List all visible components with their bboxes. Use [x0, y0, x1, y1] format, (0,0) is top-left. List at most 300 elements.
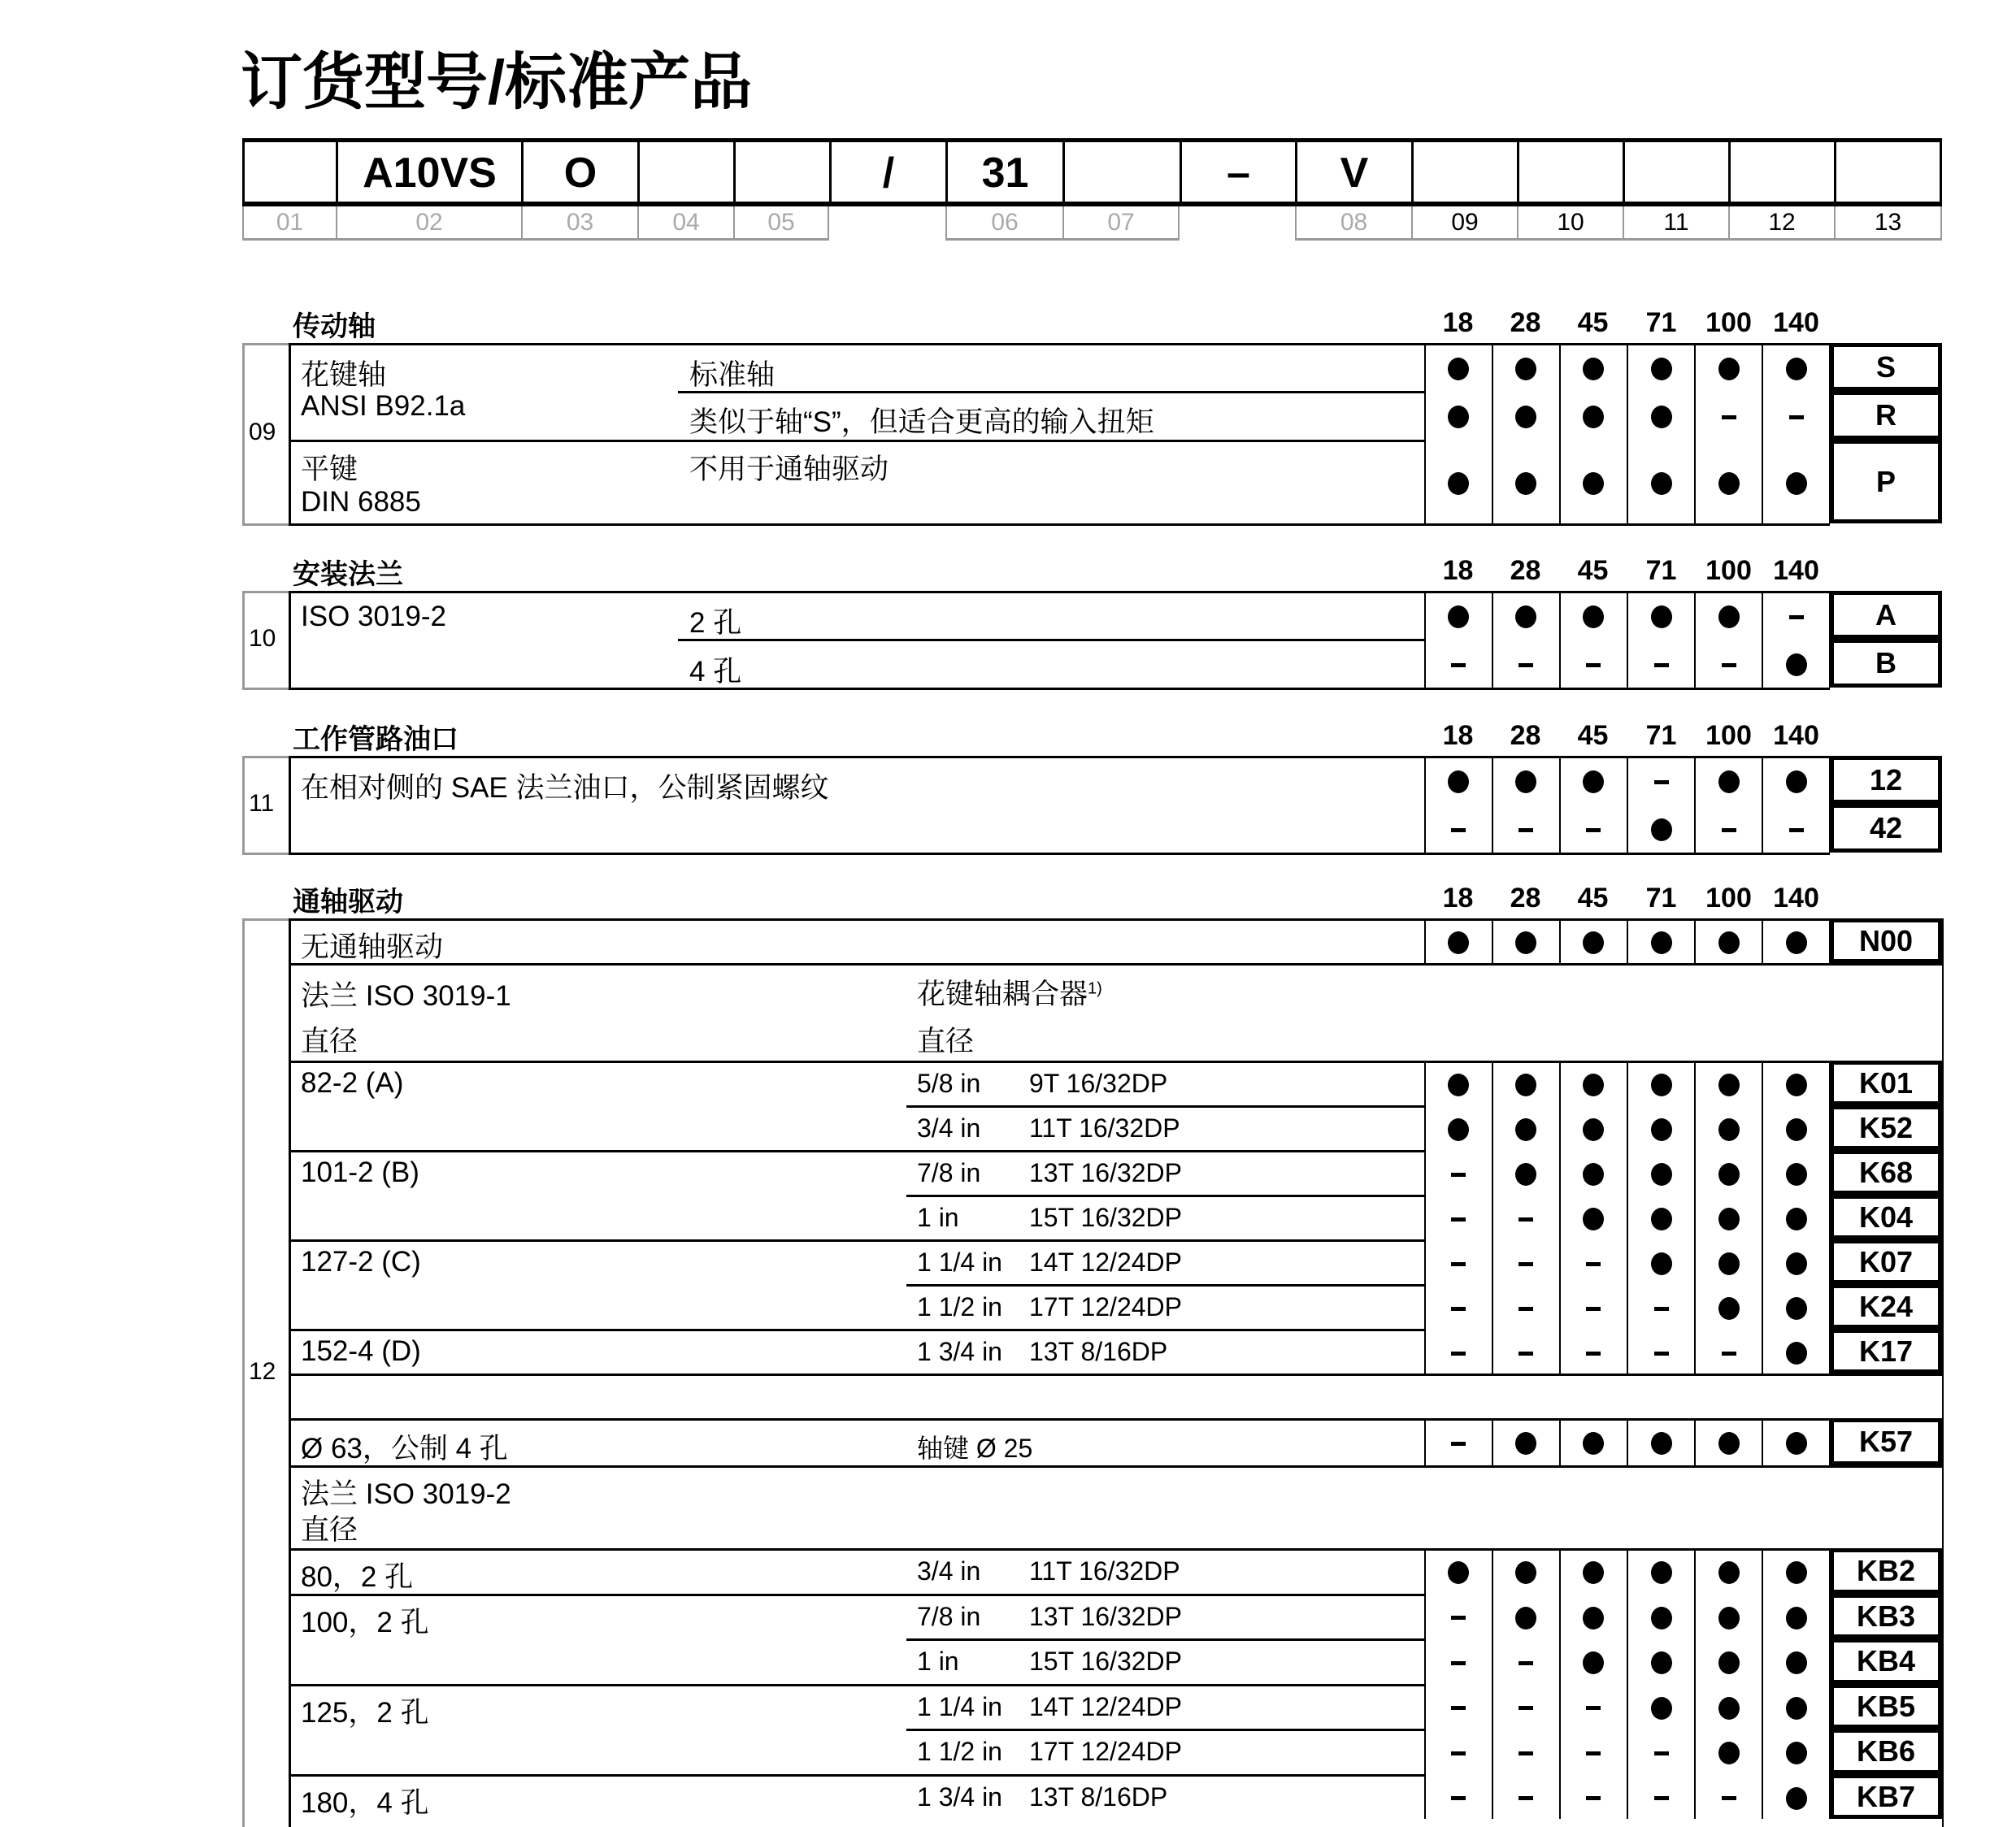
grid-line [1694, 639, 1696, 688]
available-dot-icon [1762, 1239, 1830, 1284]
dash-icon [1519, 1352, 1533, 1356]
dot-icon [1786, 653, 1807, 676]
not-available-dash-icon [1424, 1195, 1492, 1239]
grid-line [1694, 1638, 1696, 1684]
dot-icon [1786, 1342, 1807, 1365]
available-dot-icon [1762, 1684, 1830, 1729]
dot-icon [1786, 1432, 1807, 1455]
dot-icon [1583, 605, 1604, 628]
available-dot-icon [1762, 343, 1830, 391]
dot-icon [1718, 358, 1740, 380]
option-code-KB2: KB2 [1830, 1548, 1942, 1594]
dot-icon [1651, 931, 1672, 954]
dot-icon [1515, 358, 1536, 380]
dot-icon [1651, 1252, 1672, 1275]
order-code-box-sep: / [829, 138, 945, 206]
dot-icon [1786, 1118, 1807, 1141]
dot-icon [1718, 1651, 1740, 1674]
section-title: 通轴驱动 [293, 887, 403, 918]
available-dot-icon [1695, 1105, 1762, 1150]
option-code-K04: K04 [1830, 1195, 1942, 1239]
grid-line [1627, 1684, 1628, 1729]
available-dot-icon [1695, 343, 1762, 391]
grid-line [1424, 1729, 1426, 1774]
size-header-140: 140 [1773, 555, 1819, 586]
available-dot-icon [1627, 1195, 1695, 1239]
grid-line [1627, 1105, 1628, 1150]
dash-icon [1519, 1751, 1533, 1755]
grid-line [1762, 1284, 1763, 1329]
dash-icon [1451, 1751, 1466, 1755]
grid-line [1627, 1594, 1628, 1639]
row-line [906, 1638, 1424, 1641]
order-code-box-10 [1517, 138, 1623, 206]
available-dot-icon [1559, 591, 1627, 639]
dash-icon [1451, 663, 1466, 667]
option-code-K07: K07 [1830, 1239, 1942, 1284]
option-code-KB6: KB6 [1830, 1729, 1942, 1774]
grid-line [1559, 1594, 1561, 1639]
section-border [242, 591, 245, 688]
option-code-42: 42 [1830, 804, 1942, 853]
grid-line [1492, 1774, 1493, 1820]
grid-line [1424, 1548, 1426, 1594]
not-available-dash-icon [1492, 1774, 1559, 1820]
section-border [242, 756, 289, 758]
dot-icon [1718, 472, 1740, 495]
shaft-key: 轴键 Ø 25 [917, 1434, 1033, 1463]
order-code-box-13 [1834, 138, 1942, 206]
dot-icon [1651, 1163, 1672, 1186]
grid-line [1492, 440, 1493, 523]
size-header-18: 18 [1442, 720, 1474, 751]
dot-icon [1448, 406, 1469, 428]
coupler-diameter: 7/8 in [917, 1158, 981, 1187]
dot-icon [1718, 1432, 1740, 1455]
available-dot-icon [1627, 918, 1695, 963]
available-dot-icon [1695, 1418, 1762, 1465]
dash-icon [1722, 415, 1736, 419]
not-available-dash-icon [1695, 639, 1762, 688]
available-dot-icon [1627, 1105, 1695, 1150]
grid-line [1559, 918, 1561, 963]
available-dot-icon [1424, 918, 1492, 963]
order-code-box-09 [1411, 138, 1517, 206]
dot-icon [1786, 1697, 1807, 1720]
dash-icon [1451, 1173, 1466, 1177]
section-border [242, 853, 289, 855]
available-dot-icon [1559, 1150, 1627, 1195]
flange-label: ISO 3019-2 [301, 601, 446, 632]
grid-line [1559, 1729, 1561, 1774]
dot-icon [1786, 1252, 1807, 1275]
available-dot-icon [1627, 1548, 1695, 1594]
grid-line [1424, 1061, 1426, 1105]
available-dot-icon [1762, 1774, 1830, 1820]
dot-icon [1718, 605, 1740, 628]
dot-icon [1651, 1208, 1672, 1230]
grid-line [1627, 756, 1628, 804]
grid-line [1559, 756, 1561, 804]
size-header-45: 45 [1577, 720, 1609, 751]
not-available-dash-icon [1762, 804, 1830, 853]
grid-line [1559, 1329, 1561, 1374]
available-dot-icon [1695, 1638, 1762, 1684]
available-dot-icon [1695, 1061, 1762, 1105]
order-code-box-06: 31 [945, 138, 1062, 206]
dot-icon [1583, 770, 1604, 793]
available-dot-icon [1424, 1105, 1492, 1150]
dash-icon [1586, 1706, 1601, 1710]
spline-spec: 15T 16/32DP [1029, 1647, 1182, 1676]
section-border [242, 918, 245, 1827]
order-code-box-11 [1623, 138, 1728, 206]
grid-line [1559, 639, 1561, 688]
size-header-100: 100 [1705, 720, 1752, 751]
dot-icon [1718, 1118, 1740, 1141]
row-line [289, 1329, 1424, 1331]
section-title: 传动轴 [293, 311, 376, 342]
available-dot-icon [1627, 1638, 1695, 1684]
shaft-key-standard: DIN 6885 [301, 486, 421, 518]
grid-line [1492, 391, 1493, 440]
not-available-dash-icon [1424, 1638, 1492, 1684]
available-dot-icon [1559, 1638, 1627, 1684]
dot-icon [1448, 770, 1469, 793]
dot-icon [1718, 1697, 1740, 1720]
flange-size: 80，2 孔 [301, 1561, 414, 1593]
dot-icon [1448, 605, 1469, 628]
dot-icon [1583, 1607, 1604, 1630]
section-border [242, 343, 289, 345]
coupler-label: 花键轴耦合器$^{1)}$ [917, 979, 1102, 1010]
available-dot-icon [1627, 440, 1695, 523]
shaft-desc: 类似于轴“S”，但适合更高的输入扭矩 [689, 406, 1154, 438]
grid-line [1424, 591, 1426, 639]
grid-line [1694, 1594, 1696, 1639]
available-dot-icon [1695, 1195, 1762, 1239]
option-code-A: A [1830, 591, 1942, 639]
size-header-100: 100 [1705, 883, 1752, 914]
not-available-dash-icon [1762, 391, 1830, 440]
dot-icon [1515, 472, 1536, 495]
available-dot-icon [1695, 440, 1762, 523]
dot-icon [1583, 1163, 1604, 1186]
available-dot-icon [1762, 1638, 1830, 1684]
section-title: 工作管路油口 [293, 724, 458, 755]
grid-line [1492, 1594, 1493, 1639]
grid-line [1694, 1548, 1696, 1594]
dash-icon [1586, 1751, 1601, 1755]
option-code-B: B [1830, 639, 1942, 688]
grid-line [1762, 591, 1763, 639]
grid-line [1559, 1239, 1561, 1284]
row-line [289, 1594, 1424, 1596]
dot-icon [1786, 358, 1807, 380]
grid-line [1559, 1105, 1561, 1150]
size-header-140: 140 [1773, 720, 1819, 751]
available-dot-icon [1762, 639, 1830, 688]
available-dot-icon [1695, 1284, 1762, 1329]
option-code-KB5: KB5 [1830, 1684, 1942, 1729]
available-dot-icon [1424, 391, 1492, 440]
grid-line [1627, 591, 1628, 639]
row-line [289, 1774, 1424, 1777]
size-header-71: 71 [1645, 307, 1677, 338]
dot-icon [1583, 1208, 1604, 1230]
grid-line [1424, 391, 1426, 440]
not-available-dash-icon [1559, 1729, 1627, 1774]
available-dot-icon [1559, 1105, 1627, 1150]
grid-line [1492, 1061, 1493, 1105]
available-dot-icon [1627, 1684, 1695, 1729]
dot-icon [1448, 472, 1469, 495]
available-dot-icon [1695, 756, 1762, 804]
dash-icon [1722, 663, 1736, 667]
spline-spec: 13T 16/32DP [1029, 1601, 1182, 1631]
available-dot-icon [1559, 1061, 1627, 1105]
available-dot-icon [1492, 1594, 1559, 1639]
spline-spec: 17T 12/24DP [1029, 1292, 1182, 1321]
not-available-dash-icon [1424, 1774, 1492, 1820]
grid-line [1627, 1195, 1628, 1239]
grid-line [1694, 1418, 1696, 1465]
available-dot-icon [1627, 1418, 1695, 1465]
position-number-01: 01 [242, 206, 336, 241]
grid-line [1694, 1105, 1696, 1150]
grid-line [1492, 756, 1493, 804]
dot-icon [1651, 1651, 1672, 1674]
section-border [289, 591, 291, 688]
position-number-08: 08 [1295, 206, 1411, 241]
grid-line [1694, 391, 1696, 440]
option-code-KB7: KB7 [1830, 1774, 1942, 1820]
grid-line [1492, 1548, 1493, 1594]
dot-icon [1718, 1074, 1740, 1096]
position-number-05: 05 [733, 206, 829, 241]
dash-icon [1451, 1661, 1466, 1665]
dash-icon [1519, 1262, 1533, 1266]
flange-size: 180，4 孔 [301, 1786, 429, 1819]
dot-icon [1515, 931, 1536, 954]
available-dot-icon [1627, 391, 1695, 440]
flange-size: 100，2 孔 [301, 1606, 429, 1638]
order-code-box-sep: – [1180, 138, 1295, 206]
dot-icon [1651, 1697, 1672, 1720]
dash-icon [1519, 663, 1533, 667]
grid-line [1492, 804, 1493, 853]
iso2-label: 法兰 ISO 3019-2 [301, 1478, 511, 1510]
position-number-07: 07 [1062, 206, 1180, 241]
not-available-dash-icon [1559, 1239, 1627, 1284]
size-header-28: 28 [1510, 555, 1541, 586]
order-code-box-03: O [521, 138, 637, 206]
flange-size: 82-2 (A) [301, 1067, 404, 1099]
dash-icon [1654, 1751, 1669, 1755]
grid-line [1762, 1105, 1763, 1150]
grid-line [1627, 1150, 1628, 1195]
grid-line [1694, 918, 1696, 963]
row-line [906, 1284, 1424, 1287]
position-number-03: 03 [521, 206, 637, 241]
not-available-dash-icon [1492, 1284, 1559, 1329]
grid-line [1694, 1150, 1696, 1195]
iso2-dia: 直径 [301, 1514, 358, 1546]
order-code-box-12 [1728, 138, 1834, 206]
grid-line [1424, 1594, 1426, 1639]
dot-icon [1515, 1607, 1536, 1630]
spline-spec: 9T 16/32DP [1029, 1069, 1168, 1098]
section-border [289, 343, 291, 523]
grid-line [1559, 1284, 1561, 1329]
grid-line [1627, 1729, 1628, 1774]
available-dot-icon [1627, 1239, 1695, 1284]
dot-icon [1583, 1118, 1604, 1141]
dot-icon [1786, 1561, 1807, 1584]
not-available-dash-icon [1627, 639, 1695, 688]
available-dot-icon [1627, 804, 1695, 853]
grid-line [1627, 391, 1628, 440]
dot-icon [1651, 1432, 1672, 1455]
available-dot-icon [1762, 918, 1830, 963]
section-number: 12 [249, 1358, 276, 1385]
option-code-S: S [1830, 343, 1942, 391]
grid-line [1762, 391, 1763, 440]
dot-icon [1718, 1163, 1740, 1186]
row-line [289, 1684, 1424, 1686]
dot-icon [1718, 1297, 1740, 1320]
available-dot-icon [1492, 343, 1559, 391]
spline-spec: 13T 8/16DP [1029, 1781, 1168, 1812]
available-dot-icon [1762, 1061, 1830, 1105]
row-line [289, 853, 1830, 855]
grid-line [1694, 1239, 1696, 1284]
dot-icon [1718, 770, 1740, 793]
section-border [242, 688, 289, 690]
shaft-key-label: 平键 [301, 453, 358, 485]
dash-icon [1586, 828, 1601, 832]
grid-line [1559, 1150, 1561, 1195]
not-available-dash-icon [1762, 591, 1830, 639]
section-number: 10 [249, 624, 276, 652]
spline-spec: 14T 12/24DP [1029, 1691, 1182, 1721]
not-available-dash-icon [1424, 1729, 1492, 1774]
available-dot-icon [1424, 1548, 1492, 1594]
row-line [678, 639, 1424, 641]
available-dot-icon [1762, 756, 1830, 804]
available-dot-icon [1492, 1418, 1559, 1465]
not-available-dash-icon [1695, 391, 1762, 440]
not-available-dash-icon [1627, 1774, 1695, 1820]
dot-icon [1583, 1651, 1604, 1674]
grid-line [1492, 1329, 1493, 1374]
grid-line [1762, 1684, 1763, 1729]
not-available-dash-icon [1424, 1284, 1492, 1329]
available-dot-icon [1695, 918, 1762, 963]
grid-line [1627, 1239, 1628, 1284]
spline-spec: 14T 12/24DP [1029, 1248, 1182, 1277]
dash-icon [1586, 663, 1601, 667]
grid-line [1424, 756, 1426, 804]
dash-icon [1519, 828, 1533, 832]
order-code-box-05 [733, 138, 829, 206]
option-code-12: 12 [1830, 756, 1942, 804]
grid-line [1762, 440, 1763, 523]
dot-icon [1583, 406, 1604, 428]
grid-line [1492, 1239, 1493, 1284]
grid-line [1627, 1548, 1628, 1594]
position-number-11: 11 [1623, 206, 1728, 241]
position-number-13: 13 [1834, 206, 1942, 241]
grid-line [1627, 1638, 1628, 1684]
available-dot-icon [1492, 756, 1559, 804]
grid-line [1492, 1729, 1493, 1774]
dot-icon [1786, 1607, 1807, 1630]
flange-size: 125，2 孔 [301, 1696, 429, 1729]
port-label: 在相对侧的 SAE 法兰油口，公制紧固螺纹 [301, 772, 829, 804]
section-border [242, 756, 245, 853]
row-line [289, 1150, 1424, 1152]
dash-icon [1519, 1307, 1533, 1311]
iso1-label: 法兰 ISO 3019-1 [301, 980, 511, 1012]
dot-icon [1718, 1208, 1740, 1230]
not-available-dash-icon [1492, 1684, 1559, 1729]
dash-icon [1789, 415, 1804, 419]
grid-line [1559, 1548, 1561, 1594]
dash-icon [1654, 1796, 1669, 1800]
grid-line [1424, 1239, 1426, 1284]
position-number-02: 02 [336, 206, 521, 241]
footnote-ref: 1) [1088, 979, 1102, 998]
dot-icon [1651, 605, 1672, 628]
flange-holes: 4 孔 [689, 656, 742, 688]
dash-icon [1586, 1352, 1601, 1356]
grid-line [1627, 804, 1628, 853]
available-dot-icon [1627, 343, 1695, 391]
size-header-28: 28 [1510, 307, 1541, 338]
grid-line [1627, 1774, 1628, 1820]
dot-icon [1515, 1561, 1536, 1584]
size-header-71: 71 [1645, 883, 1677, 914]
section-border [242, 343, 245, 523]
position-number-04: 04 [637, 206, 733, 241]
not-available-dash-icon [1424, 1150, 1492, 1195]
dot-icon [1583, 1561, 1604, 1584]
dash-icon [1654, 780, 1669, 784]
not-available-dash-icon [1424, 1329, 1492, 1374]
available-dot-icon [1492, 1548, 1559, 1594]
dot-icon [1515, 770, 1536, 793]
dot-icon [1448, 1074, 1469, 1096]
grid-line [1424, 1774, 1426, 1820]
shaft-spline-standard: ANSI B92.1a [301, 390, 466, 422]
available-dot-icon [1695, 1239, 1762, 1284]
not-available-dash-icon [1492, 1729, 1559, 1774]
section-border [289, 756, 291, 853]
dot-icon [1448, 1118, 1469, 1141]
coupler-diameter: 1 1/2 in [917, 1292, 1002, 1321]
coupler-diameter: 1 1/2 in [917, 1737, 1002, 1766]
not-available-dash-icon [1424, 1239, 1492, 1284]
grid-line [1492, 1105, 1493, 1150]
dot-icon [1718, 931, 1740, 954]
available-dot-icon [1559, 1195, 1627, 1239]
not-available-dash-icon [1695, 1329, 1762, 1374]
spline-spec: 13T 16/32DP [1029, 1158, 1182, 1187]
section-number: 09 [249, 419, 276, 445]
dash-icon [1451, 1706, 1466, 1710]
shaft-desc: 不用于通轴驱动 [689, 453, 889, 485]
